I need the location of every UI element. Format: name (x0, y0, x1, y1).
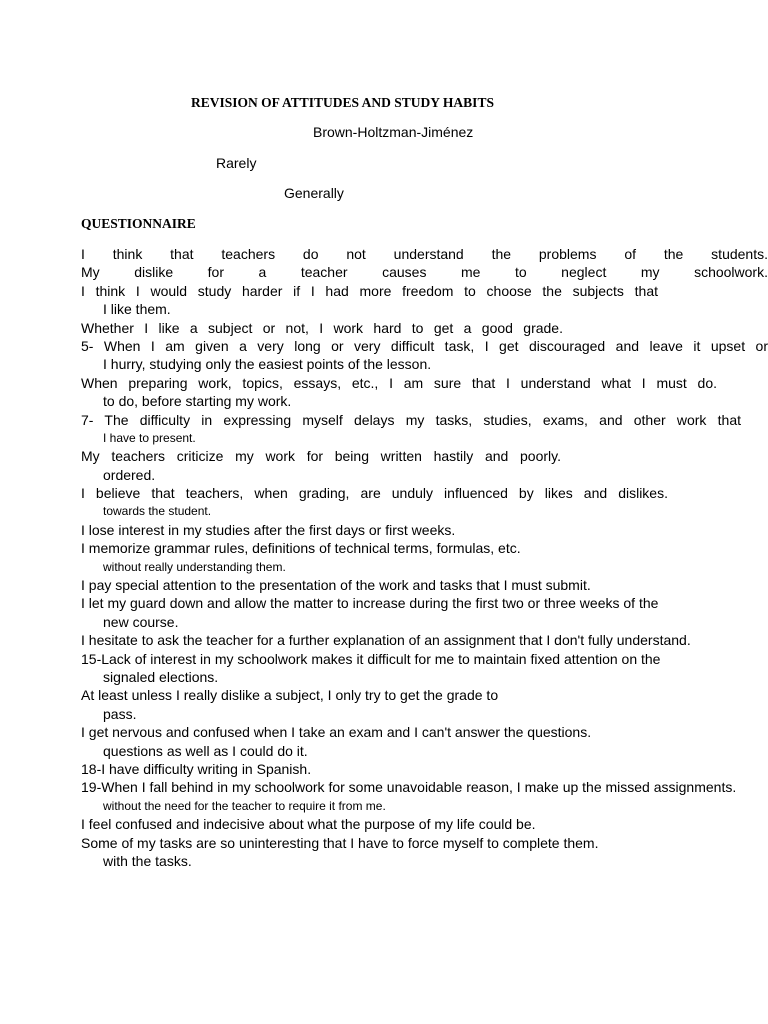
questionnaire-item-3 (81, 282, 768, 319)
item-continuation: towards the student. (103, 504, 212, 519)
questionnaire-item-1 (81, 245, 768, 263)
item-text: 18-I have difficulty writing in Spanish. (81, 760, 312, 777)
item-text: Whether I like a subject or not, I work hard to get a good grade. (81, 319, 563, 336)
item-continuation: ordered. (103, 466, 156, 483)
item-text: My teachers criticize my work for being written hastily and poorly. (81, 448, 561, 465)
item-text: My dislike for a teacher causes me to neglect my schoolwork. (81, 264, 768, 281)
item-text: 19-When I fall behind in my schoolwork for some unavoidable reason, I make up the missed assignments. (81, 779, 737, 796)
questionnaire-item-13 (81, 594, 768, 631)
questionnaire-item-21 (81, 834, 768, 871)
questionnaire-item-2 (81, 263, 768, 281)
item-text: 5- When I am given a very long or very difficult task, I get discouraged and leave it upset or (81, 337, 768, 354)
item-continuation: new course. (103, 613, 179, 630)
questionnaire-item-19 (81, 778, 768, 815)
item-text: Some of my tasks are so uninteresting that I have to force myself to complete them. (81, 834, 599, 851)
item-continuation: pass. (103, 705, 137, 722)
document-authors: Brown-Holtzman-Jiménez (313, 124, 474, 140)
item-text: When preparing work, topics, essays, etc., I am sure that I understand what I must do. (81, 374, 717, 391)
item-text: I pay special attention to the presentation of the work and tasks that I must submit. (81, 577, 591, 594)
item-text: I hesitate to ask the teacher for a further explanation of an assignment that I don't fully understand. (81, 632, 691, 649)
item-continuation: I like them. (103, 301, 171, 318)
item-text: I lose interest in my studies after the first days or first weeks. (81, 521, 456, 538)
questionnaire-item-11 (81, 539, 768, 576)
questionnaire-item-5 (81, 337, 768, 374)
item-text: I let my guard down and allow the matter to increase during the first two or three weeks of the (81, 595, 659, 612)
questionnaire-list (81, 245, 768, 870)
item-continuation: signaled elections. (103, 668, 219, 685)
questionnaire-item-20 (81, 815, 768, 833)
scale-label-generally: Generally (284, 185, 344, 201)
questionnaire-item-12 (81, 576, 768, 594)
questionnaire-item-17 (81, 723, 768, 760)
questionnaire-item-10 (81, 521, 768, 539)
item-text: At least unless I really dislike a subject, I only try to get the grade to (81, 687, 499, 704)
item-text: I feel confused and indecisive about what the purpose of my life could be. (81, 816, 536, 833)
questionnaire-item-15 (81, 650, 768, 687)
questionnaire-item-14 (81, 631, 768, 649)
document-title: REVISION OF ATTITUDES AND STUDY HABITS (191, 95, 494, 110)
item-continuation: I hurry, studying only the easiest points of the lesson. (103, 356, 432, 373)
questionnaire-item-16 (81, 686, 768, 723)
item-text: I think I would study harder if I had more freedom to choose the subjects that (81, 282, 658, 299)
item-text: I memorize grammar rules, definitions of technical terms, formulas, etc. (81, 540, 521, 557)
item-text: I think that teachers do not understand the problems of the students. (81, 246, 768, 262)
item-text: 7- The difficulty in expressing myself delays my tasks, studies, exams, and other work that (81, 411, 741, 428)
item-text: I believe that teachers, when grading, are unduly influenced by likes and dislikes. (81, 485, 668, 502)
section-heading: QUESTIONNAIRE (81, 216, 196, 231)
questionnaire-item-9 (81, 484, 768, 521)
item-continuation: without the need for the teacher to require it from me. (103, 798, 386, 813)
item-text: I get nervous and confused when I take an exam and I can't answer the questions. (81, 724, 592, 741)
item-continuation: with the tasks. (103, 852, 192, 869)
questionnaire-item-7 (81, 411, 768, 448)
item-continuation: questions as well as I could do it. (103, 742, 308, 759)
scale-label-rarely: Rarely (216, 155, 257, 171)
item-continuation: to do, before starting my work. (103, 393, 292, 410)
questionnaire-item-4 (81, 319, 768, 337)
item-continuation: I have to present. (103, 430, 196, 445)
item-text: 15-Lack of interest in my schoolwork makes it difficult for me to maintain fixed attention on the (81, 650, 661, 667)
questionnaire-item-18 (81, 760, 768, 778)
questionnaire-item-8 (81, 447, 768, 484)
questionnaire-item-6 (81, 374, 768, 411)
item-continuation: without really understanding them. (103, 559, 286, 574)
